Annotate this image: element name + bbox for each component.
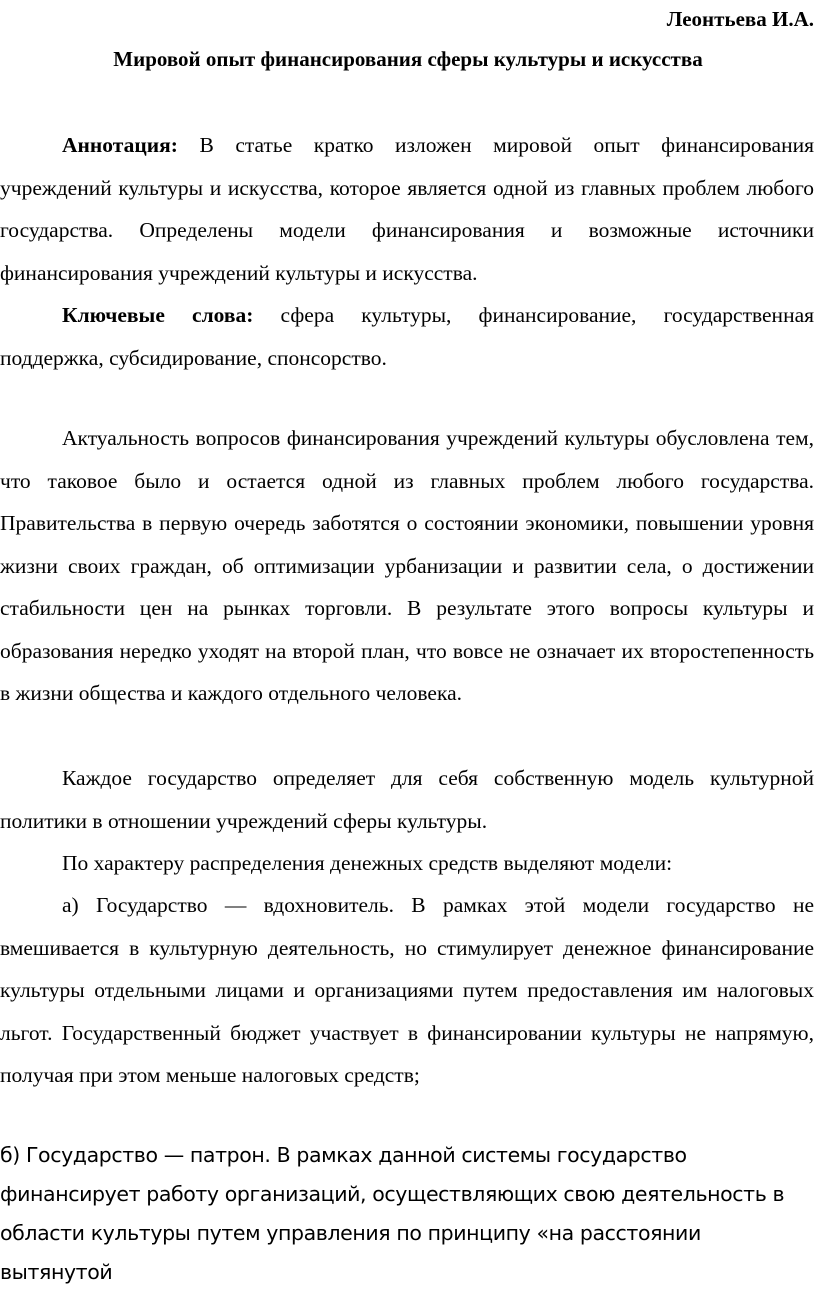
keywords-paragraph [0,294,814,379]
body-paragraph-models-intro: По характеру распределения денежных средств выделяют модели: [62,851,673,875]
abstract-paragraph [0,124,814,294]
keywords-text: сфера культуры, финансирование, государственная поддержка, субсидирование, спонсорство. [0,303,815,370]
article-title: Мировой опыт финансирования сферы культуры и искусства [113,47,703,71]
body-paragraph-cultural-policy: Каждое государство определяет для себя собственную модель культурной политики в отношении учреждений сферы культуры. [0,766,814,833]
keywords-label: Ключевые слова: [62,303,254,327]
author-name: Леонтьева И.А. [666,7,814,31]
abstract-label: Аннотация: [62,133,178,157]
body-paragraph-model-b: б) Государство — патрон. В рамках данной системы государство финансирует работу организаций, осуществляющих свою деятельность в области культуры путем управления по принципу «на расстоянии вытянутой [0,1143,785,1284]
body-paragraph-model-a: а) Государство — вдохновитель. В рамках этой модели государство не вмешивается в культурную деятельность, но стимулирует денежное финансирование культуры отдельными лицами и организациями путем предоставления им налоговых льгот. Государственный бюджет участвует в финансировании культуры не напрямую, получая при этом меньше налоговых средств; [0,893,814,1087]
abstract-text: В статье кратко изложен мировой опыт финансирования учреждений культуры и искусства, которое является одной из главных проблем любого государства. Определены модели финансирования и возможные источники финансирования учреждений культуры и искусства. [0,133,814,285]
body-paragraph-relevance: Актуальность вопросов финансирования учреждений культуры обусловлена тем, что таковое было и остается одной из главных проблем любого государства. Правительства в первую очередь заботятся о состоянии экономики, повышении уровня жизни своих граждан, об оптимизации урбанизации и развитии села, о достижении стабильности цен на рынках торговли. В результате этого вопросы культуры и образования нередко уходят на второй план, что вовсе не означает их второстепенность в жизни общества и каждого отдельного человека. [0,426,814,705]
